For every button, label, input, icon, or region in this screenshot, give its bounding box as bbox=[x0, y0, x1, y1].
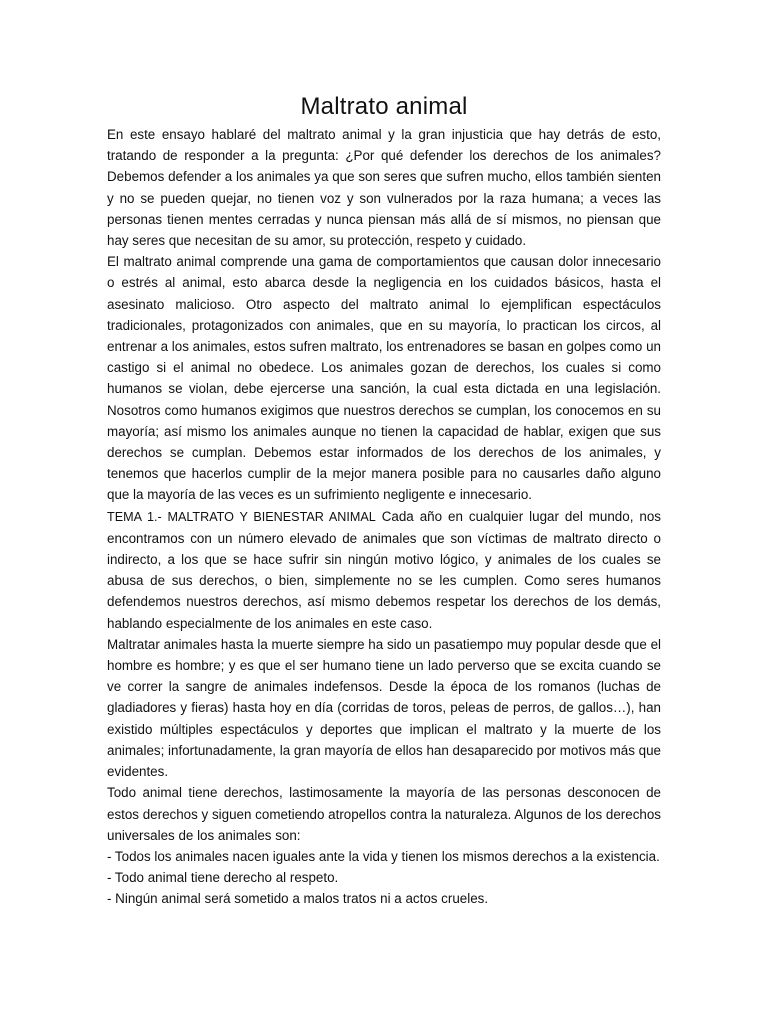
definition-paragraph: El maltrato animal comprende una gama de comportamientos que causan dolor innecesario o estrés al animal, esto abarca desde la negligencia en los cuidados básicos, hasta el asesinato malicioso. Otro aspecto del maltrato animal lo ejemplifican espectáculos tradicionales, protagonizados con animales, que en su mayoría, lo practican los circos, al entrenar a los animales, estos sufren maltrato, los entrenadores se basan en golpes como un castigo si el animal no obedece. Los animales gozan de derechos, los cuales si como humanos se violan, debe ejercerse una sanción, la cual esta dictada en una legislación. Nosotros como humanos exigimos que nuestros derechos se cumplan, los conocemos en su mayoría; así mismo los animales aunque no tienen la capacidad de hablar, exigen que sus derechos se cumplan. Debemos estar informados de los derechos de los animales, y tenemos que hacerlos cumplir de la mejor manera posible para no causarles daño alguno que la mayoría de las veces es un sufrimiento negligente e innecesario. bbox=[107, 254, 661, 503]
rights-list-item: - Todos los animales nacen iguales ante la vida y tienen los mismos derechos a la existencia. bbox=[107, 848, 660, 864]
section-heading: TEMA 1.- MALTRATO Y BIENESTAR ANIMAL bbox=[107, 509, 376, 524]
tema-body-text: Cada año en cualquier lugar del mundo, nos encontramos con un número elevado de animales que son víctimas de maltrato directo o indirecto, a los que se hace sufrir sin ningún motivo lógico, y animales de los cuales se abusa de sus derechos, o bien, simplemente no se les cumplen. Como seres humanos defendemos nuestros derechos, así mismo debemos respetar los derechos de los demás, hablando especialmente de los animales en este caso. bbox=[107, 508, 661, 631]
rights-list-item: - Todo animal tiene derecho al respeto. bbox=[107, 870, 339, 886]
rights-list-item: - Ningún animal será sometido a malos tratos ni a actos crueles. bbox=[107, 891, 489, 907]
tema-paragraph bbox=[107, 506, 661, 634]
document-title: Maltrato animal bbox=[300, 93, 468, 120]
history-paragraph: Maltratar animales hasta la muerte siempre ha sido un pasatiempo muy popular desde que el hombre es hombre; y es que el ser humano tiene un lado perverso que se excita cuando se ve correr la sangre de animales indefensos. Desde la época de los romanos (luchas de gladiadores y fieras) hasta hoy en día (corridas de toros, peleas de perros, de gallos…), han existido múltiples espectáculos y deportes que implican el maltrato y la muerte de los animales; infortunadamente, la gran mayoría de ellos han desaparecido por motivos más que evidentes. bbox=[107, 636, 661, 780]
intro-paragraph: En este ensayo hablaré del maltrato animal y la gran injusticia que hay detrás de esto, tratando de responder a la pregunta: ¿Por qué defender los derechos de los animales? Debemos defender a los animales ya que son seres que sufren mucho, ellos también sienten y no se pueden quejar, no tienen voz y son vulnerados por la raza humana; a veces las personas tienen mentes cerradas y nunca piensan más allá de sí mismos, no piensan que hay seres que necesitan de su amor, su protección, respeto y cuidado. bbox=[107, 127, 661, 249]
rights-paragraph: Todo animal tiene derechos, lastimosamente la mayoría de las personas desconocen de estos derechos y siguen cometiendo atropellos contra la naturaleza. Algunos de los derechos universales de los animales son: bbox=[107, 785, 661, 843]
document-page bbox=[107, 90, 661, 910]
